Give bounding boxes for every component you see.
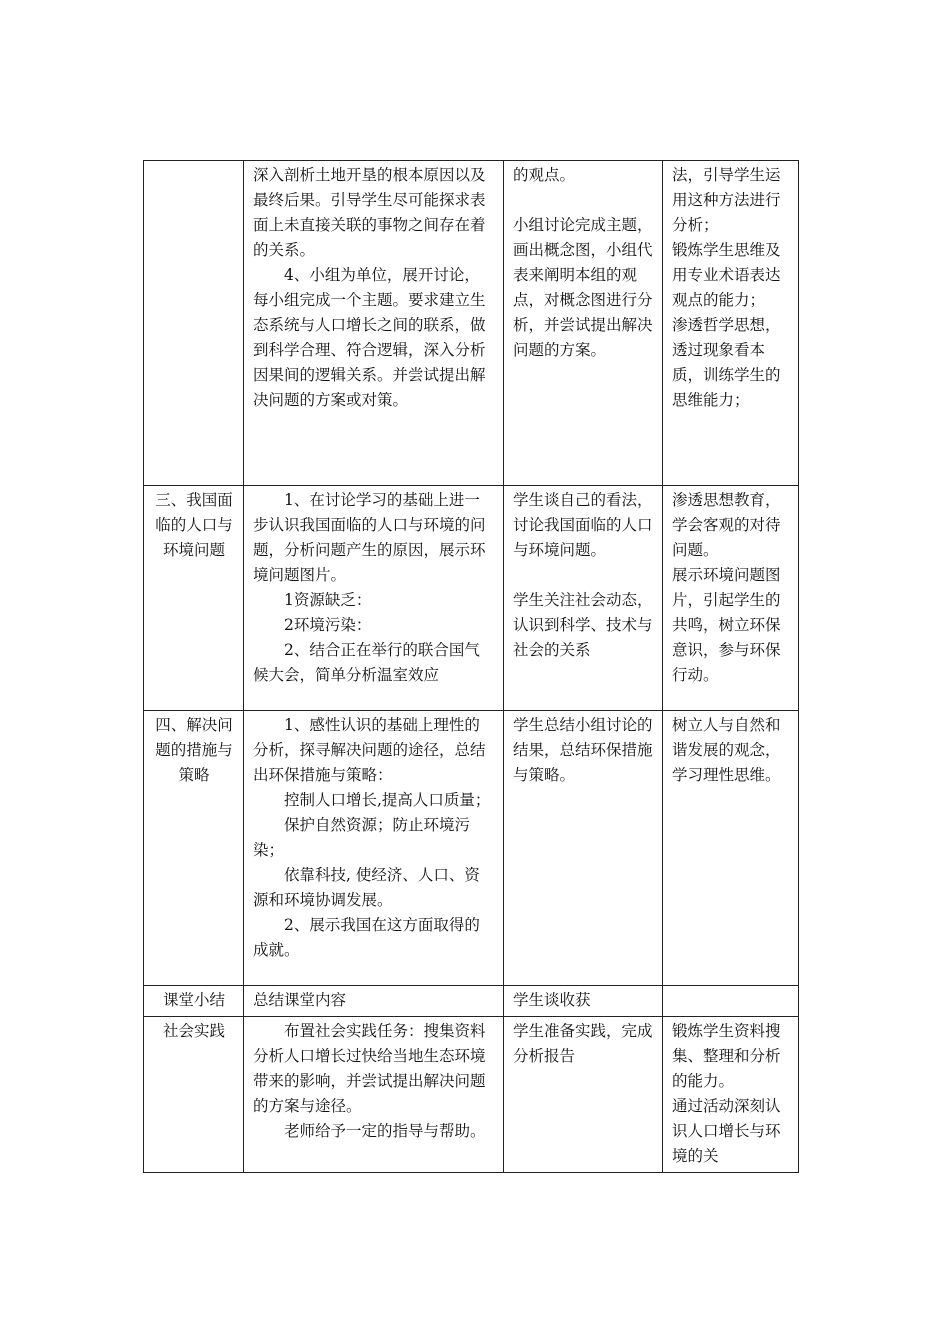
design-intent-cell — [663, 711, 799, 986]
text-line: 法，引导学生运用这种方法进行分析； — [672, 166, 781, 234]
design-intent-cell — [663, 161, 799, 486]
text-line: 1、感性认识的基础上理性的分析，探寻解决问题的途径，总结出环保措施与策略： — [253, 716, 486, 784]
table-row — [144, 161, 799, 486]
text-line: 深入剖析土地开垦的根本原因以及最终后果。引导学生尽可能探求表面上未直接关联的事物之间存在着的关系。 — [253, 166, 486, 259]
table-row — [144, 711, 799, 986]
text-line: 控制人口增长,提高人口质量； — [284, 791, 491, 809]
teacher-activity-cell — [244, 161, 504, 486]
text-line: 锻炼学生思维及用专业术语表达观点的能力； — [672, 241, 781, 309]
text-line: 4、小组为单位，展开讨论，每小组完成一个主题。要求建立生态系统与人口增长之间的联系，做到科学合理、符合逻辑，深入分析因果间的逻辑关系。并尝试提出解决问题的方案或对策。 — [253, 266, 486, 409]
text-line: 通过活动深刻认识人口增长与环境的关 — [672, 1097, 781, 1165]
text-line: 学生谈收获 — [513, 991, 591, 1009]
text-line: 学生谈自己的看法，讨论我国面临的人口与环境问题。 — [513, 491, 653, 559]
stage-cell — [144, 161, 244, 486]
teacher-activity-cell — [244, 986, 504, 1017]
text-line: 展示环境问题图片，引起学生的共鸣，树立环保意识，参与环保行动。 — [672, 566, 781, 684]
stage-cell: 三、我国面临的人口与环境问题 — [144, 486, 244, 711]
design-intent-cell — [663, 986, 799, 1017]
student-activity-cell — [504, 1017, 663, 1173]
text-line: 依靠科技, 使经济、人口、资源和环境协调发展。 — [253, 866, 480, 909]
text-line: 1资源缺乏： — [284, 591, 372, 609]
text-line: 保护自然资源；防止环境污染； — [253, 816, 471, 859]
text-line: 2环境污染： — [284, 616, 372, 634]
text-line: 渗透思想教育，学会客观的对待问题。 — [672, 491, 781, 559]
teacher-activity-cell — [244, 486, 504, 711]
text-line: 学生关注社会动态，认识到科学、技术与社会的关系 — [513, 591, 653, 659]
text-line: 渗透哲学思想，透过现象看本质，训练学生的思维能力； — [672, 316, 781, 409]
design-intent-cell — [663, 1017, 799, 1173]
teacher-activity-cell — [244, 1017, 504, 1173]
text-line: 老师给予一定的指导与帮助。 — [284, 1122, 486, 1140]
text-line: 学生准备实践，完成分析报告 — [513, 1022, 653, 1065]
table-row — [144, 486, 799, 711]
text-line: 学生总结小组讨论的结果，总结环保措施与策略。 — [513, 716, 653, 784]
stage-cell: 社会实践 — [144, 1017, 244, 1173]
stage-cell: 四、解决问题的措施与策略 — [144, 711, 244, 986]
student-activity-cell — [504, 161, 663, 486]
teacher-activity-cell — [244, 711, 504, 986]
text-line: 2、结合正在举行的联合国气候大会，简单分析温室效应 — [253, 641, 480, 684]
text-line: 的观点。 — [513, 166, 576, 184]
design-intent-cell — [663, 486, 799, 711]
lesson-plan-table — [143, 160, 799, 1173]
stage-cell: 课堂小结 — [144, 986, 244, 1017]
text-line: 布置社会实践任务：搜集资料分析人口增长过快给当地生态环境带来的影响，并尝试提出解决问题的方案与途径。 — [253, 1022, 486, 1115]
student-activity-cell — [504, 486, 663, 711]
text-line: 总结课堂内容 — [253, 991, 347, 1009]
table-row — [144, 1017, 799, 1173]
text-line: 锻炼学生资料搜集、整理和分析的能力。 — [672, 1022, 781, 1090]
table-row — [144, 986, 799, 1017]
text-line: 小组讨论完成主题，画出概念图，小组代表来阐明本组的观点，对概念图进行分析，并尝试提出解决问题的方案。 — [513, 216, 653, 359]
text-line: 2、展示我国在这方面取得的成就。 — [253, 916, 480, 959]
student-activity-cell — [504, 986, 663, 1017]
student-activity-cell — [504, 711, 663, 986]
text-line: 1、在讨论学习的基础上进一步认识我国面临的人口与环境的问题，分析问题产生的原因，展示环境问题图片。 — [253, 491, 486, 584]
text-line: 树立人与自然和谐发展的观念，学习理性思维。 — [672, 716, 781, 784]
